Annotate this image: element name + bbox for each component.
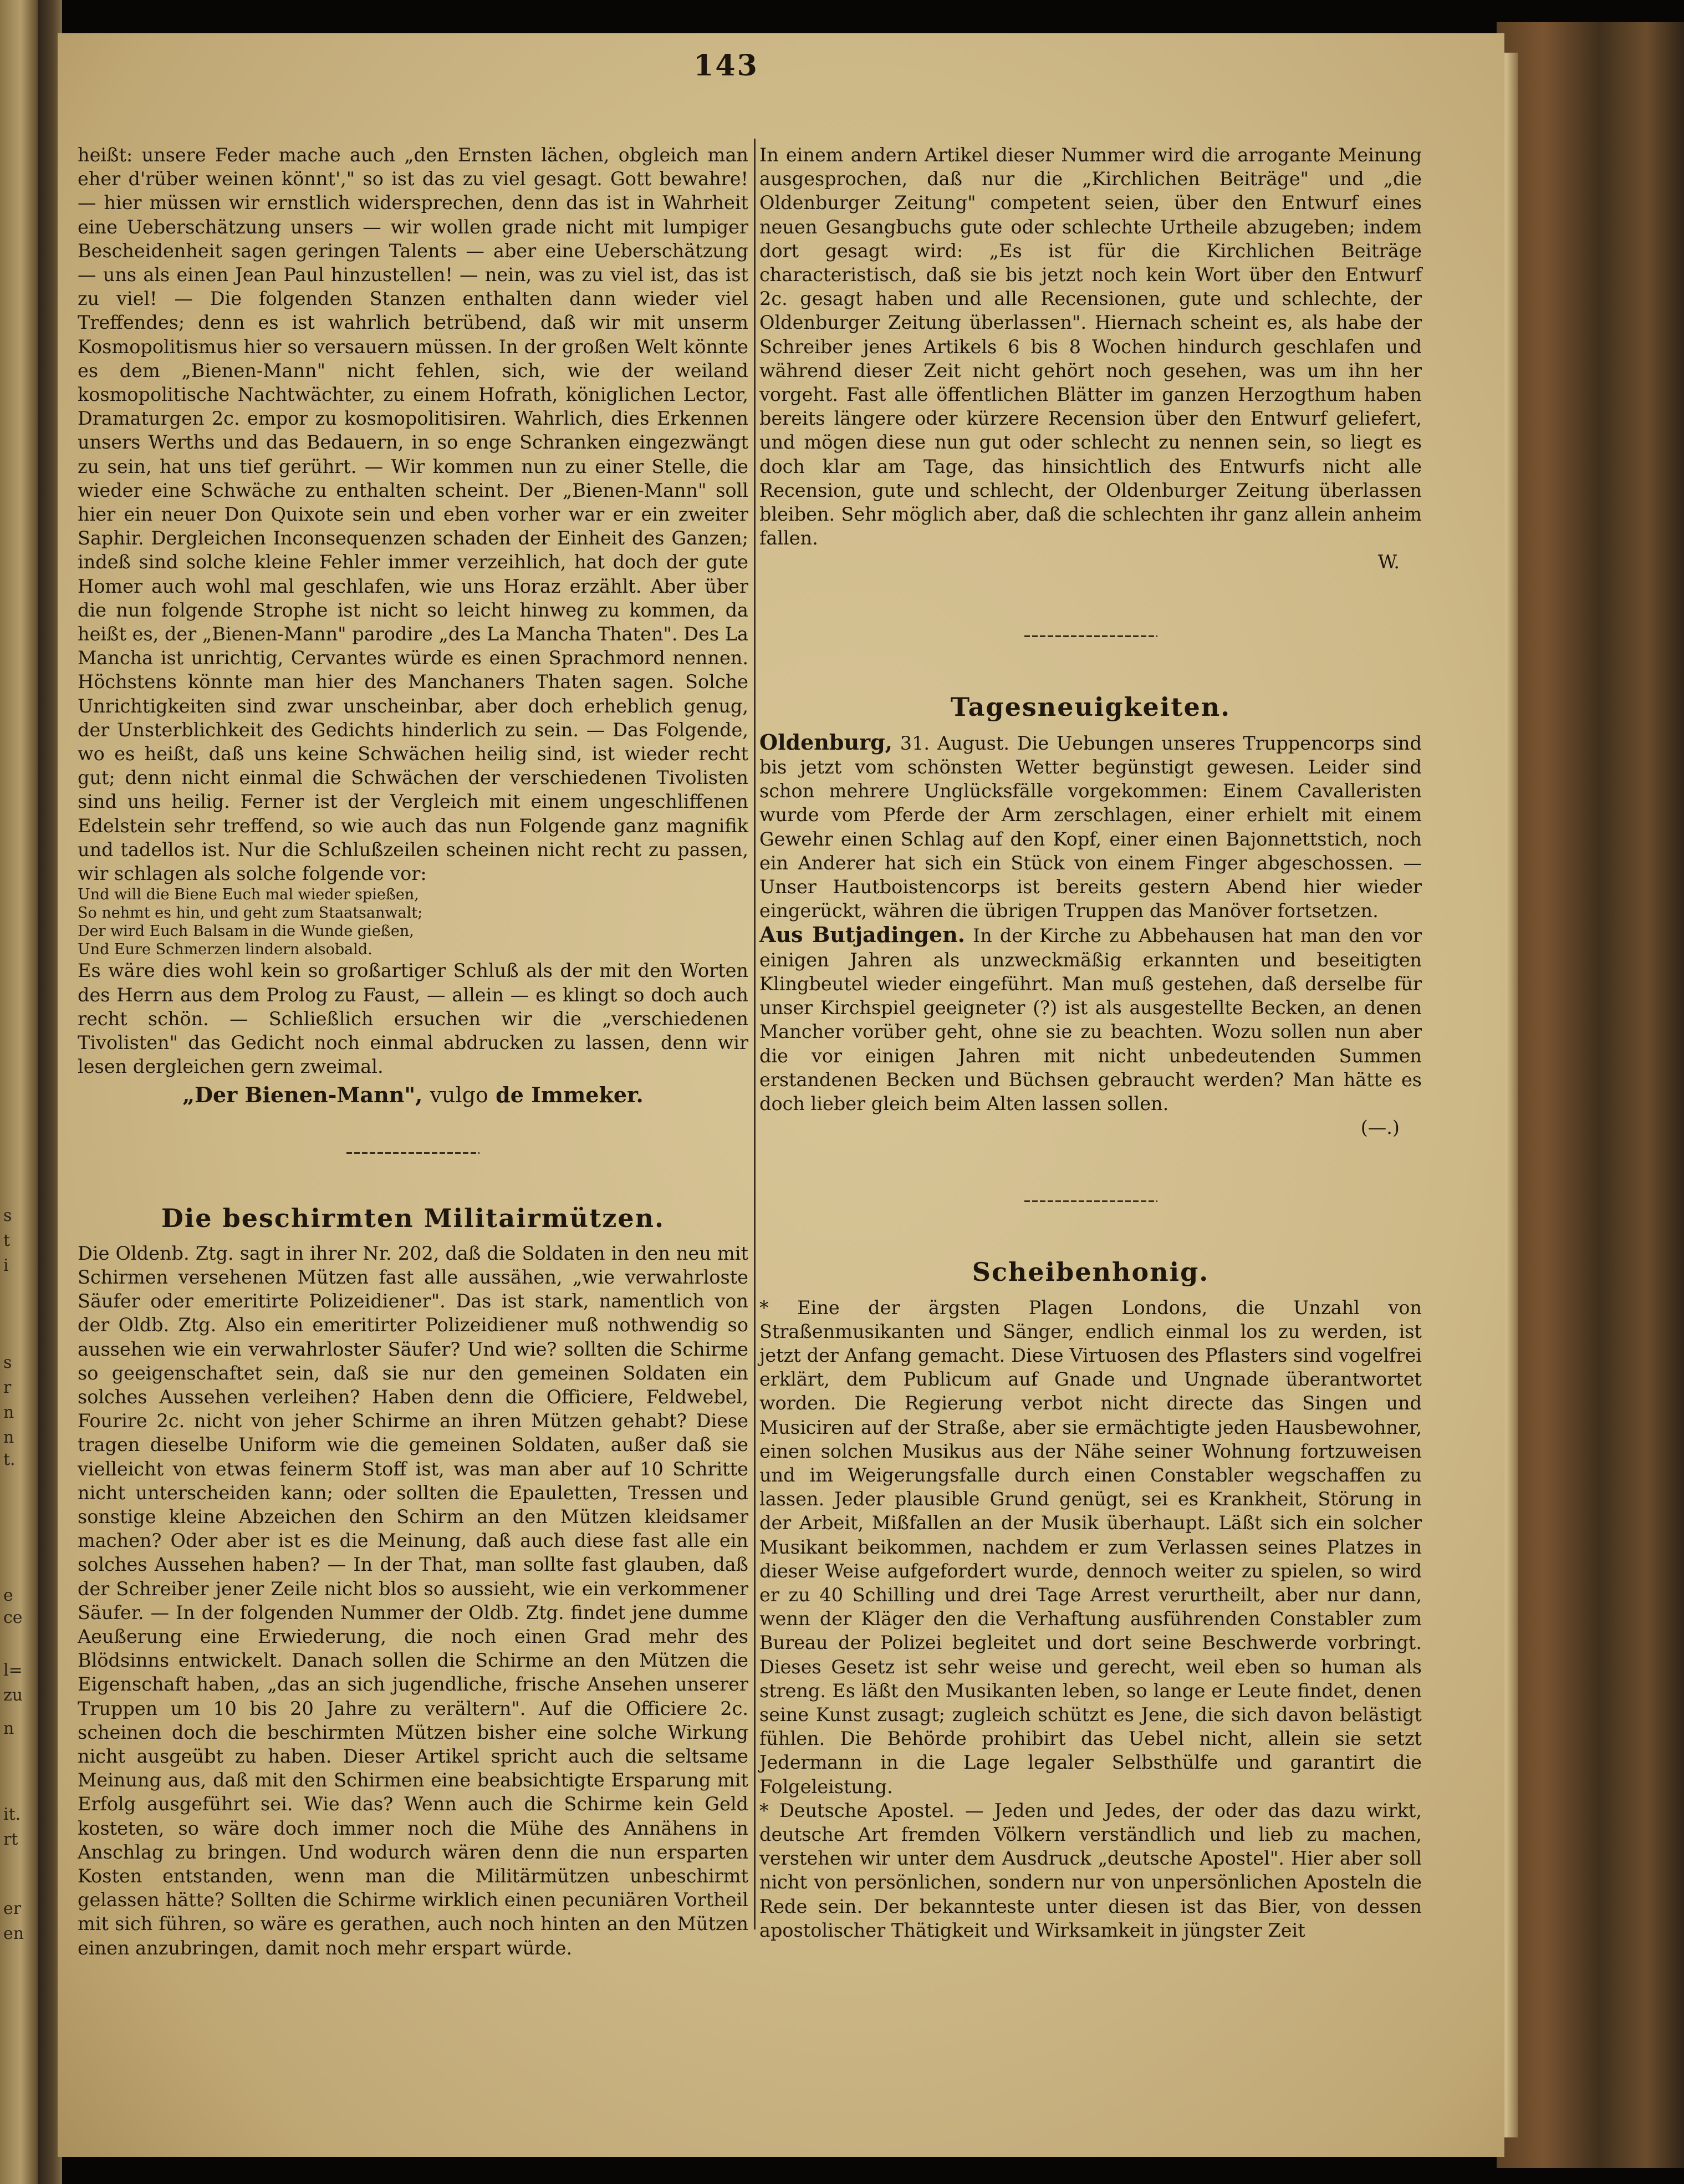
margin-fragment: en [3, 1924, 24, 1943]
margin-fragment: it. [3, 1805, 21, 1824]
left-column [78, 143, 748, 1960]
news-signature: (—.) [1360, 1117, 1400, 1139]
margin-fragment: t [3, 1231, 11, 1250]
bienenmann-body: heißt: unsere Feder mache auch „den Ernsten lächen, obgleich man eher d'rüber weinen könnt'," so ist das zu viel gesagt. Gott bewahre! — hier müssen wir ernstlich widersprechen, denn das ist in Wahrheit eine Ueberschätzung unsers — wir wollen grade nicht mit lumpiger Bescheidenheit sagen geringen Talents — aber eine Ueberschätzung — uns als einen Jean Paul hinzustellen! — nein, was zu viel ist, das ist zu viel! — Die folgenden Stanzen enthalten dann wieder viel Treffendes; denn es ist wahrlich betrübend, daß wir mit unserm Kosmopolitismus hier so versauern müssen. In der großen Welt könnte es dem „Bienen-Mann" nicht fehlen, sich, wie der weiland kosmopolitische Nachtwächter, zu einem Hofrath, königlichen Lector, Dramaturgen 2c. empor zu kosmopolitisiren. Wahrlich, dies Erkennen unsers Werths und das Bedauern, in so enge Schranken eingezwängt zu sein, hat uns tief gerührt. — Wir kommen nun zu einer Stelle, die wieder eine Schwäche zu enthalten scheint. Der „Bienen-Mann" soll hier ein neuer Don Quixote sein und eben vorher war er ein zweiter Saphir. Dergleichen Inconsequenzen schaden der Einheit des Ganzen; indeß sind solche kleine Fehler immer verzeihlich, hat doch der gute Homer auch wohl mal geschlafen, wie uns Horaz erzählt. Aber über die nun folgende Strophe ist nicht so leicht hinweg zu kommen, da heißt es, der „Bienen-Mann" parodire „des La Mancha Thaten". Des La Mancha ist unrichtig, Cervantes würde es einen Sprachmord nennen. Höchstens könnte man hier des Manchaners Thaten sagen. Solche Unrichtigkeiten sind zwar unscheinbar, aber doch erheblich genug, der Unsterblichkeit des Gedichts hinderlich zu sein. — Das Folgende, wo es heißt, daß uns keine Schwächen heilig sind, ist wieder recht gut; denn nicht einmal die Schwächen der verschiedenen Tivolisten sind uns heilig. Ferner ist der Vergleich mit einem ungeschliffenen Edelstein sehr treffend, so wie auch das nun Folgende ganz magnifik und tadellos ist. Nur die Schlußzeilen scheinen nicht recht zu passen, wir schlagen als solche folgende vor: [78, 144, 748, 885]
margin-fragment: t. [3, 1450, 16, 1469]
margin-fragment: l= [3, 1661, 23, 1680]
margin-fragment: n [3, 1403, 14, 1422]
news-text: 31. August. Die Uebungen unseres Truppencorps sind bis jetzt vom schönsten Wetter begünstigt gewesen. Leider sind schon mehrere Unglücksfälle vorgekommen: Einem Cavalleristen wurde vom Pferde der Arm zerschlagen, einer erhielt mit einem Gewehr einen Schlag auf den Kopf, einer einen Bajonnettstich, noch ein Anderer hat sich ein Stück von einem Finger abgeschossen. — Unser Hautboistencorps ist bereits gestern Abend hier wieder eingerückt, währen die übrigen Truppen das Manöver fortsetzen. [759, 732, 1422, 922]
margin-fragment: s [3, 1353, 12, 1372]
margin-fragment: s [3, 1206, 12, 1225]
margin-fragment: rt [3, 1830, 18, 1849]
book-cover-edge [1497, 22, 1684, 2168]
margin-fragment: zu [3, 1686, 23, 1705]
scheibenhonig-headline: Scheibenhonig. [972, 1257, 1210, 1287]
page-number: 143 [693, 49, 759, 83]
column-divider [754, 139, 756, 1930]
signature-author: „Der Bienen-Mann", [182, 1082, 423, 1108]
right-column [759, 143, 1422, 1942]
militair-body: Die Oldenb. Ztg. sagt in ihrer Nr. 202, daß die Soldaten in den neu mit Schirmen versehenen Mützen fast alle aussähen, „wie verwahrloste Säufer oder emeritirte Polizeidiener". Das ist stark, namentlich von der Oldb. Ztg. Also ein emeritirter Polizeidiener muß nothwendig so aussehen wie ein verwahrloster Säufer? Und wie? sollten die Schirme so geeigenschaftet sein, daß sie nur den gemeinen Soldaten ein solches Aussehen verleihen? Haben denn die Officiere, Feldwebel, Fourire 2c. nicht von jeher Schirme an ihren Mützen gehabt? Diese tragen dieselbe Uniform wie die gemeinen Soldaten, außer daß sie vielleicht von etwas feinerm Stoff ist, was man aber auf 10 Schritte nicht unterscheiden kann; oder sollten die Epauletten, Tressen und sonstige kleine Abzeichen den Schirm an den Mützen kleidsamer machen? Oder aber ist es die Meinung, daß auch diese fast alle ein solches Aussehen haben? — In der That, man sollte fast glauben, daß der Schreiber jener Zeile nicht blos so aussieht, wie ein verkommener Säufer. — In der folgenden Nummer der Oldb. Ztg. findet jene dumme Aeußerung eine Erwiederung, die noch einen Grad mehr des Blödsinns entwickelt. Danach sollen die Schirme an den Mützen die Eigenschaft haben, „das an sich jugendliche, frische Ansehen unserer Truppen um 10 bis 20 Jahre zu verältern". Auf die Officiere 2c. scheinen doch die beschirmten Mützen bisher eine solche Wirkung nicht ausgeübt zu haben. Dieser Artikel spricht auch die seltsame Meinung aus, daß mit den Schirmen eine beabsichtigte Ersparung mit Erfolg ausgeführt sei. Wie das? Wenn auch die Schirme kein Geld kosteten, so wäre doch immer noch die Mühe des Annähens in Anschlag zu bringen. Und wodurch wären denn die nun ersparten Kosten entstanden, wenn man die Militärmützen unbeschirmt gelassen hätte? Sollten die Schirme wirklich einen pecuniären Vortheil mit sich führen, so wäre es gerathen, auch noch hinten an den Mützen einen anzubringen, damit noch mehr erspart würde. [78, 1242, 748, 1959]
news-item [759, 923, 1422, 1116]
militair-headline: Die beschirmten Militairmützen. [161, 1203, 665, 1233]
margin-fragment: n [3, 1719, 14, 1738]
facing-page-edge [0, 0, 38, 2184]
scheibenhonig-item: * Eine der ärgsten Plagen Londons, die Unzahl von Straßenmusikanten und Sänger, endlich einmal los zu werden, ist jetzt der Anfang gemacht. Diese Virtuosen des Pflasters sind vogelfrei erklärt, dem Publicum auf Gnade und Ungnade überantwortet worden. Die Regierung verbot nicht directe das Singen und Musiciren auf der Straße, aber sie ermächtigte jeden Hausbewohner, einen solchen Musikus aus der Nähe seiner Wohnung fortzuweisen und im Weigerungsfalle durch einen Constabler wegschaffen zu lassen. Jeder plausible Grund genügt, sei es Krankheit, Störung in der Arbeit, Mißfallen an der Musik überhaupt. Läßt sich ein solcher Musikant beikommen, nachdem er zum Verlassen seines Platzes in dieser Weise aufgefordert wurde, dennoch weiter zu spielen, so wird er zu 40 Schilling und drei Tage Arrest verurtheilt, aber nur dann, wenn der Kläger den die Verhaftung ausführenden Constabler zum Bureau der Polizei begleitet und dort seine Beschwerde vorbringt. Dieses Gesetz ist sehr weise und gerecht, weil eben so human als streng. Es läßt den Musikanten leben, so lange er Leute findet, denen seine Kunst zusagt; zugleich schützt es Jene, die sich davon belästigt fühlen. Die Behörde prohibirt das Uebel nicht, allein sie setzt Jedermann in die Lage legaler Selbsthülfe und garantirt die Folgeleistung. [759, 1296, 1422, 1798]
margin-fragment: n [3, 1428, 14, 1447]
margin-fragment: e [3, 1586, 13, 1605]
news-item [759, 730, 1422, 923]
tagesneuigkeiten-headline: Tagesneuigkeiten. [950, 691, 1231, 722]
article-signature-w: W. [1377, 551, 1400, 573]
news-text: In der Kirche zu Abbehausen hat man den vor einigen Jahren als unzweckmäßig erkannten und beseitigten Klingbeutel wieder eingeführt. Man muß gestehen, daß derselbe für unser Kirchspiel geeigneter (?) ist als ausgestellte Becken, an denen Mancher vorüber geht, ohne sie zu beachten. Wozu sollen nun aber die vor einigen Jahren mit nicht unbedeutenden Summen erstandenen Becken und Büchsen gebraucht werden? Man hätte es doch lieber gleich beim Alten lassen sollen. [759, 925, 1422, 1114]
margin-fragment: er [3, 1899, 22, 1918]
margin-fragment: ce [3, 1608, 23, 1627]
gesangbuch-paragraph: In einem andern Artikel dieser Nummer wird die arrogante Meinung ausgesprochen, daß nur die „Kirchlichen Beiträge" und „die Oldenburger Zeitung" competent seien, über den Entwurf eines neuen Gesangbuchs gute oder schlechte Urtheile abzugeben; indem dort gesagt wird: „Es ist für die Kirchlichen Beiträge characteristisch, daß sie bis jetzt noch kein Wort über den Entwurf 2c. gesagt haben und alle Recensionen, gute und schlechte, der Oldenburger Zeitung überlassen". Hiernach scheint es, als habe der Schreiber jenes Artikels 6 bis 8 Wochen hindurch geschlafen und während dieser Zeit nicht gehört noch gesehen, was um ihn her vorgeht. Fast alle öffentlichen Blätter im ganzen Herzogthum haben bereits längere oder kürzere Recension über den Entwurf geliefert, und mögen diese nun gut oder schlecht zu nennen sein, so liegt es doch klar am Tage, das hinsichtlich des Entwurfs nicht alle Recension, gute und schlecht, der Oldenburger Zeitung überlassen bleiben. Sehr möglich aber, daß die schlechten ihr ganz allein anheim fallen. [759, 144, 1422, 549]
news-place: Aus Butjadingen. [759, 922, 965, 948]
margin-fragment: i [3, 1256, 9, 1275]
bienenmann-signature [78, 1083, 748, 1107]
margin-fragment: r [3, 1378, 12, 1397]
signature-name: de Immeker. [496, 1082, 644, 1108]
scheibenhonig-item: * Deutsche Apostel. — Jeden und Jedes, der oder das dazu wirkt, deutsche Art fremden Völkern verständlich und lieb zu machen, verstehen wir unter dem Ausdruck „deutsche Apostel". Hier aber soll nicht von persönlichen, sondern nur von unpersönlichen Aposteln die Rede sein. Der bekannteste unter diesen ist das Bier, von dessen apostolischer Thätigkeit und Wirksamkeit in jüngster Zeit [759, 1799, 1422, 1941]
news-place: Oldenburg, [759, 729, 892, 755]
proposed-verse: Und will die Biene Euch mal wieder spießen, So nehmt es hin, und geht zum Staatsanwalt; Der wird Euch Balsam in die Wunde gießen, Und Eure Schmerzen lindern alsobald. [78, 886, 423, 959]
bienenmann-closing: Es wäre dies wohl kein so großartiger Schluß als der mit den Worten des Herrn aus dem Prolog zu Faust, — allein — es klingt so doch auch recht schön. — Schließlich ersuchen wir die „verschiedenen Tivolisten" das Gedicht noch einmal abdrucken zu lassen, denn wir lesen dergleichen gern zweimal. [78, 960, 748, 1078]
signature-vulgo: vulgo [430, 1083, 488, 1108]
